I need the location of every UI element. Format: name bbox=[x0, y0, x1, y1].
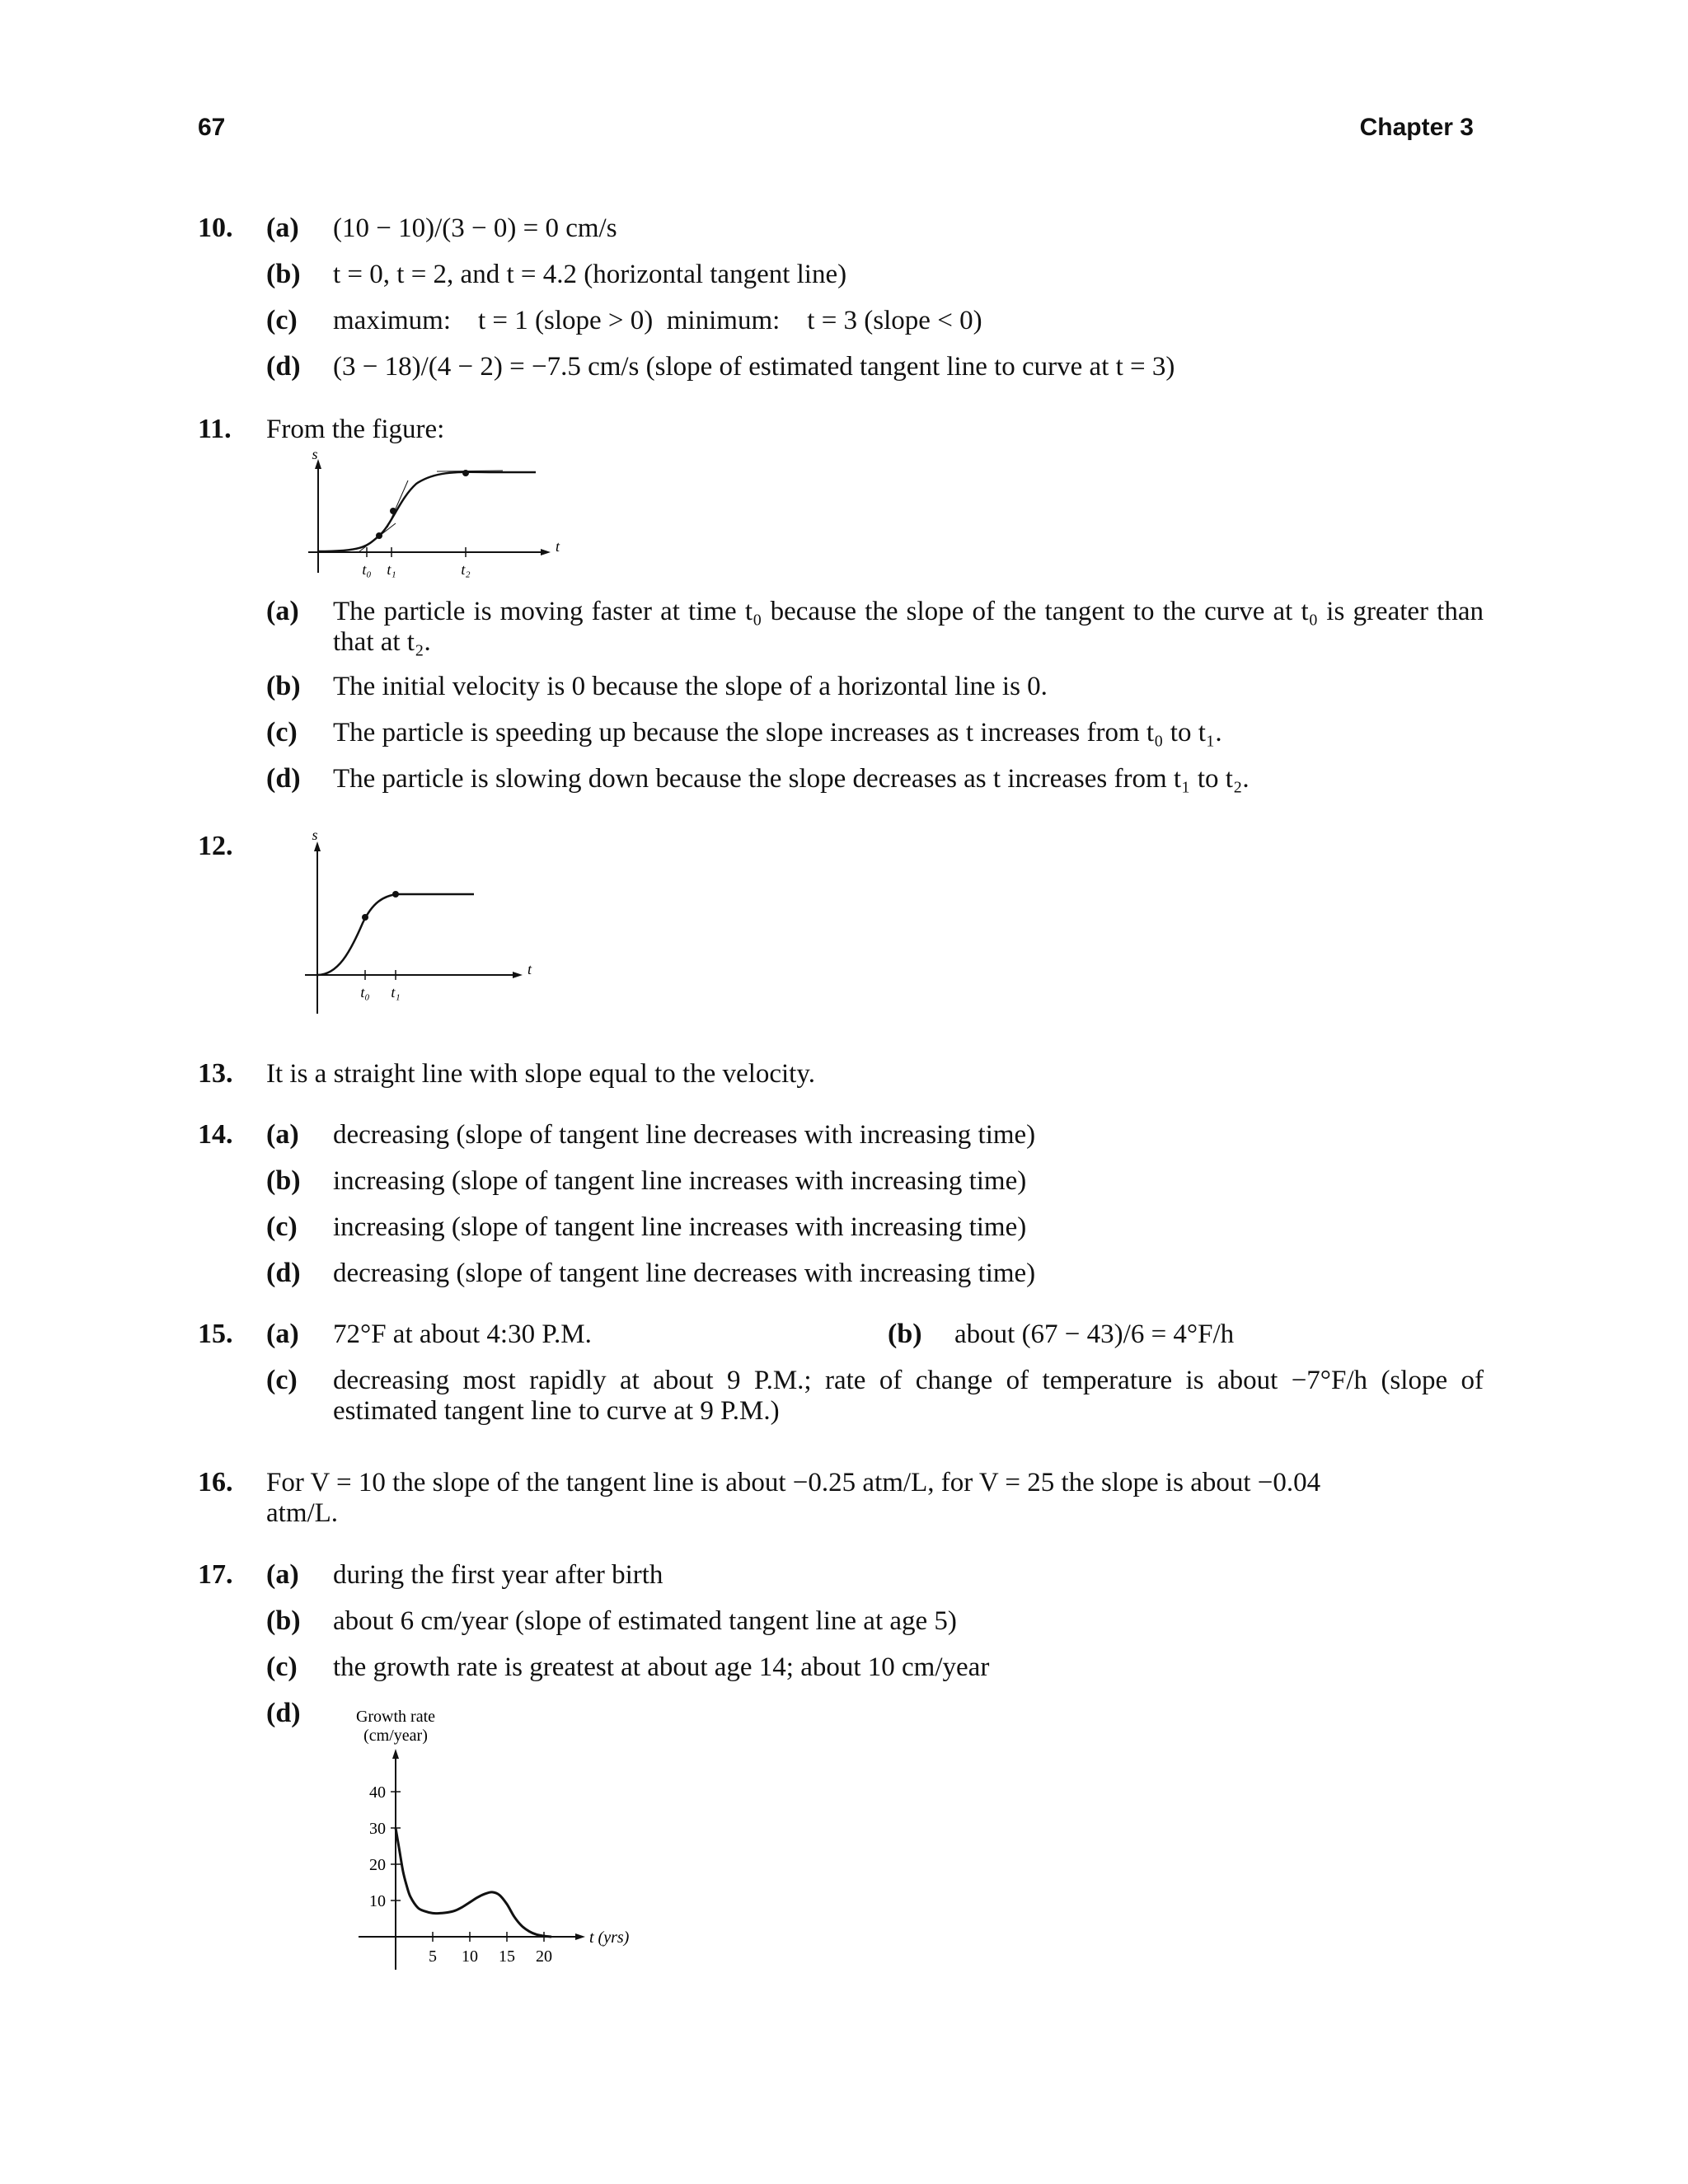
problem-12-figure bbox=[305, 828, 552, 1018]
tick-label-t0: t₀ bbox=[360, 984, 370, 1001]
point-t1 bbox=[390, 508, 396, 514]
problem-15a-text: 72°F at about 4:30 P.M. bbox=[333, 1319, 592, 1349]
problem-14b-label: (b) bbox=[266, 1165, 301, 1196]
problem-11a-label: (a) bbox=[266, 596, 299, 626]
problem-10-number: 10. bbox=[198, 213, 233, 243]
problem-16-number: 16. bbox=[198, 1467, 233, 1497]
chapter-title: Chapter 3 bbox=[1359, 114, 1474, 141]
problem-11d-label: (d) bbox=[266, 763, 301, 794]
s-axis-label: s bbox=[312, 828, 318, 843]
problem-14b-text: increasing (slope of tangent line increases with increasing time) bbox=[333, 1166, 1027, 1196]
problem-10a-text: (10 − 10)/(3 − 0) = 0 cm/s bbox=[333, 213, 617, 243]
problem-17a-text: during the first year after birth bbox=[333, 1560, 663, 1590]
problem-10b-label: (b) bbox=[266, 259, 301, 289]
problem-15-number: 15. bbox=[198, 1319, 233, 1349]
problem-16-text: For V = 10 the slope of the tangent line is about −0.25 atm/L, for V = 25 the slope is about −0.04 atm/L. bbox=[266, 1468, 1321, 1528]
tangent-line-t1 bbox=[387, 480, 408, 527]
problem-11-number: 11. bbox=[198, 414, 232, 444]
t-axis-arrow bbox=[541, 549, 551, 555]
tick-label-t1: t₁ bbox=[391, 984, 401, 1001]
problem-14a-label: (a) bbox=[266, 1119, 299, 1150]
problem-15c-text: decreasing most rapidly at about 9 P.M.; rate of change of temperature is about −7°F/h (slope of estimated tangent line to curve at 9 P.M.) bbox=[333, 1366, 1484, 1426]
point-t0 bbox=[376, 532, 382, 539]
y-axis-arrow bbox=[392, 1749, 399, 1759]
point-t0 bbox=[362, 914, 368, 921]
problem-10a-label: (a) bbox=[266, 213, 299, 243]
problem-10d-text: (3 − 18)/(4 − 2) = −7.5 cm/s (slope of estimated tangent line to curve at t = 3) bbox=[333, 352, 1175, 382]
growth-rate-chart bbox=[330, 1698, 659, 1978]
tick-label-t0: t₀ bbox=[362, 561, 372, 578]
problem-15c-label: (c) bbox=[266, 1365, 298, 1395]
tick-label-t2: t₂ bbox=[461, 561, 471, 578]
problem-14d-label: (d) bbox=[266, 1258, 301, 1288]
problem-11d-text: The particle is slowing down because the slope decreases as t increases from t₁ to t₂. bbox=[333, 764, 1250, 794]
y-tick-label-30: 30 bbox=[369, 1820, 386, 1838]
s-axis-label: s bbox=[312, 449, 318, 462]
y-tick-label-10: 10 bbox=[369, 1892, 386, 1910]
tick-label-t1: t₁ bbox=[387, 561, 396, 578]
problem-11c-label: (c) bbox=[266, 717, 298, 748]
problem-15b-text: about (67 − 43)/6 = 4°F/h bbox=[954, 1319, 1235, 1349]
problem-11a-text: The particle is moving faster at time t₀ because the slope of the tangent to the curve at t₀ is greater than that at t₂. bbox=[333, 597, 1484, 657]
problem-12-number: 12. bbox=[198, 831, 233, 861]
problem-17c-text: the growth rate is greatest at about age 14; about 10 cm/year bbox=[333, 1652, 990, 1682]
problem-14c-text: increasing (slope of tangent line increases with increasing time) bbox=[333, 1212, 1027, 1242]
problem-17b-label: (b) bbox=[266, 1605, 301, 1636]
x-tick-label-10: 10 bbox=[462, 1947, 478, 1966]
problem-17a-label: (a) bbox=[266, 1559, 299, 1590]
y-tick-label-40: 40 bbox=[369, 1783, 386, 1802]
t-axis-label: t bbox=[556, 538, 560, 555]
x-tick-label-15: 15 bbox=[499, 1947, 515, 1966]
problem-13-text: It is a straight line with slope equal to the velocity. bbox=[266, 1059, 815, 1089]
problem-17b-text: about 6 cm/year (slope of estimated tangent line at age 5) bbox=[333, 1606, 957, 1636]
problem-11-intro: From the figure: bbox=[266, 415, 445, 444]
problem-14c-label: (c) bbox=[266, 1212, 298, 1242]
problem-13-number: 13. bbox=[198, 1058, 233, 1089]
problem-14d-text: decreasing (slope of tangent line decreases with increasing time) bbox=[333, 1258, 1036, 1288]
problem-14-number: 14. bbox=[198, 1119, 233, 1150]
problem-10c-label: (c) bbox=[266, 305, 298, 335]
problem-15a-label: (a) bbox=[266, 1319, 299, 1349]
growth-rate-curve bbox=[396, 1828, 551, 1937]
problem-14a-text: decreasing (slope of tangent line decreases with increasing time) bbox=[333, 1120, 1036, 1150]
problem-17-number: 17. bbox=[198, 1559, 233, 1590]
x-tick-label-5: 5 bbox=[429, 1947, 437, 1966]
problem-15b-label: (b) bbox=[888, 1319, 922, 1349]
page-number: 67 bbox=[198, 114, 226, 141]
problem-11b-text: The initial velocity is 0 because the slope of a horizontal line is 0. bbox=[333, 672, 1048, 701]
y-axis-title-line2: (cm/year) bbox=[363, 1727, 428, 1745]
problem-10d-label: (d) bbox=[266, 351, 301, 382]
problem-10b-text: t = 0, t = 2, and t = 4.2 (horizontal tangent line) bbox=[333, 260, 847, 289]
problem-11c-text: The particle is speeding up because the slope increases as t increases from t₀ to t₁. bbox=[333, 718, 1222, 748]
t-axis-arrow bbox=[513, 972, 523, 978]
problem-10c-text: maximum: t = 1 (slope > 0) minimum: t = 3 (slope < 0) bbox=[333, 306, 982, 335]
x-axis-arrow bbox=[575, 1933, 585, 1940]
problem-17d-label: (d) bbox=[266, 1698, 301, 1728]
position-curve bbox=[318, 472, 536, 551]
y-tick-label-20: 20 bbox=[369, 1856, 386, 1874]
problem-11-figure bbox=[297, 449, 577, 581]
point-t2 bbox=[462, 470, 469, 476]
position-curve bbox=[317, 894, 474, 975]
t-axis-label: t bbox=[528, 961, 532, 977]
x-axis-title: t (yrs) bbox=[589, 1929, 630, 1947]
point-t1 bbox=[392, 891, 399, 898]
problem-11b-label: (b) bbox=[266, 671, 301, 701]
problem-17c-label: (c) bbox=[266, 1652, 298, 1682]
y-axis-title-line1: Growth rate bbox=[355, 1708, 436, 1726]
x-tick-label-20: 20 bbox=[536, 1947, 552, 1966]
